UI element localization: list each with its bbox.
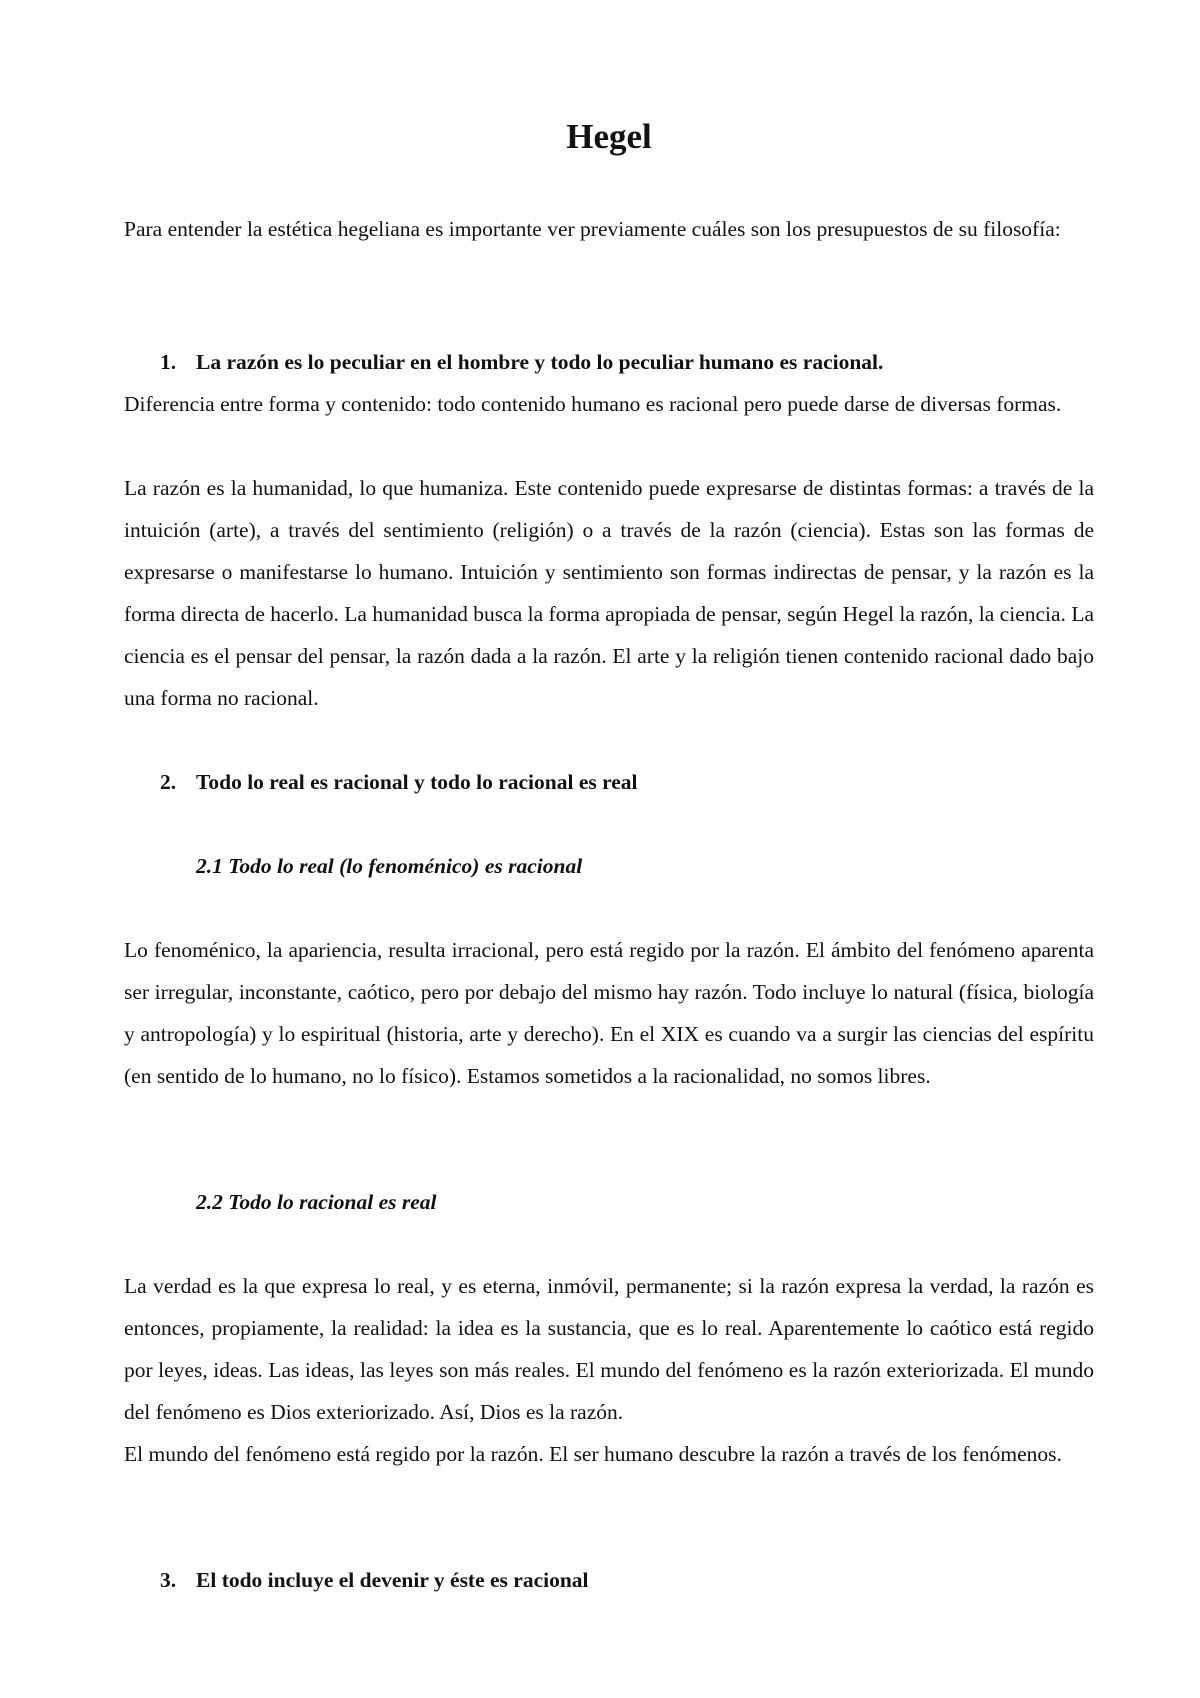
subsection-2-2-paragraph-1: La verdad es la que expresa lo real, y es eterna, inmóvil, permanente; si la razón expresa la verdad, la razón es entonces, propiamente, la realidad: la idea es la sustancia, que es lo real. Aparentemente lo caótico está regido por leyes, ideas. Las ideas, las leyes son más reales. El mundo del fenómeno es la razón exteriorizada. El mundo del fenómeno es Dios exteriorizado. Así, Dios es la razón.: [124, 1274, 1094, 1424]
section-3-heading: [160, 1559, 589, 1601]
subsection-2-1-heading: 2.1 Todo lo real (lo fenoménico) es racional: [196, 854, 583, 878]
section-2-title: Todo lo real es racional y todo lo racional es real: [196, 770, 638, 794]
section-1-title: La razón es lo peculiar en el hombre y todo lo peculiar humano es racional.: [196, 350, 884, 374]
subsection-2-2-heading: 2.2 Todo lo racional es real: [196, 1190, 437, 1214]
section-3-title: El todo incluye el devenir y éste es racional: [196, 1568, 589, 1592]
section-3-number: 3.: [160, 1568, 177, 1592]
section-1-heading: [160, 341, 883, 383]
intro-paragraph: Para entender la estética hegeliana es importante ver previamente cuáles son los presupuestos de su filosofía:: [124, 217, 1061, 241]
section-1-paragraph-1: Diferencia entre forma y contenido: todo contenido humano es racional pero puede darse de diversas formas.: [124, 392, 1062, 416]
subsection-2-1-paragraph: Lo fenoménico, la apariencia, resulta irracional, pero está regido por la razón. El ámbito del fenómeno aparenta ser irregular, inconstante, caótico, pero por debajo del mismo hay razón. Todo incluye lo natural (física, biología y antropología) y lo espiritual (historia, arte y derecho). En el XIX es cuando va a surgir las ciencias del espíritu (en sentido de lo humano, no lo físico). Estamos sometidos a la racionalidad, no somos libres.: [124, 938, 1094, 1088]
section-1-number: 1.: [160, 350, 177, 374]
section-1-paragraph-2: La razón es la humanidad, lo que humaniza. Este contenido puede expresarse de distintas formas: a través de la intuición (arte), a través del sentimiento (religión) o a través de la razón (ciencia). Estas son las formas de expresarse o manifestarse lo humano. Intuición y sentimiento son formas indirectas de pensar, y la razón es la forma directa de hacerlo. La humanidad busca la forma apropiada de pensar, según Hegel la razón, la ciencia. La ciencia es el pensar del pensar, la razón dada a la razón. El arte y la religión tienen contenido racional dado bajo una forma no racional.: [124, 476, 1094, 710]
section-2-number: 2.: [160, 770, 177, 794]
subsection-2-2-paragraph-2: El mundo del fenómeno está regido por la razón. El ser humano descubre la razón a través de los fenómenos.: [124, 1442, 1062, 1466]
section-2-heading: [160, 761, 638, 803]
page-title: Hegel: [566, 117, 652, 156]
